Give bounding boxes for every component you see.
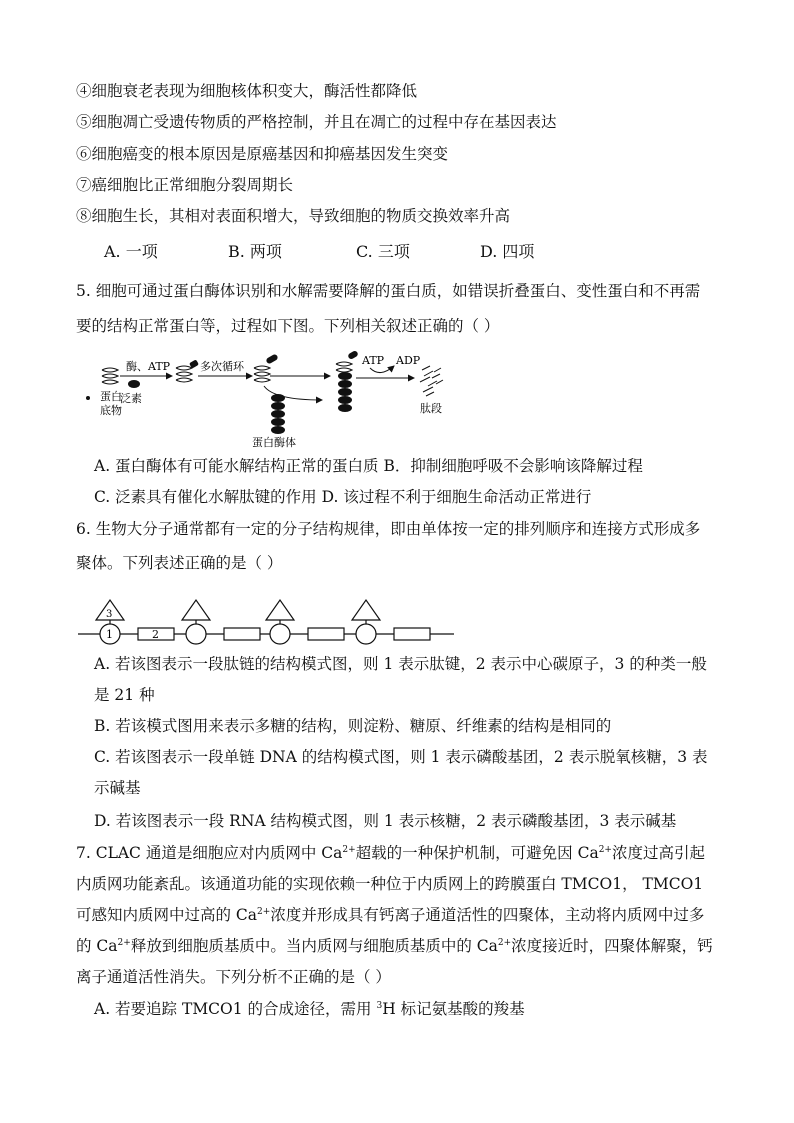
label-atp: ATP [362,354,385,367]
option-c: C. 三项 [356,242,410,261]
q6-option-c-line1: C. 若该图表示一段单链 DNA 的结构模式图，则 1 表示磷酸基团，2 表示脱氧核糖，3 表 [94,748,708,766]
label-ubiquitin: 泛素 [120,392,142,405]
polymer-structure-figure [76,590,456,646]
label-adp: ADP [396,354,421,367]
q6-option-a-line1: A. 若该图表示一段肽链的结构模式图，则 1 表示肽键，2 表示中心碳原子，3 的种类一般 [94,655,707,673]
q5-stem-line1: 5. 细胞可通过蛋白酶体识别和水解需要降解的蛋白质，如错误折叠蛋白、变性蛋白和不再需 [76,282,701,300]
label-proteasome: 蛋白酶体 [252,436,296,448]
q6-option-c-line2: 示碱基 [94,779,141,797]
label-substrate-1: 蛋白 [100,390,122,403]
substrate-coil-icon [102,368,118,384]
proteasome-icon [271,394,285,434]
statement-7: ⑦癌细胞比正常细胞分裂周期长 [76,176,294,194]
q7-stem-line3: 可感知内质网中过高的 $Ca^{2+}$浓度并形成具有钙离子通道活性的四聚体，主动将内质网中过多 [76,906,705,924]
label-2: 2 [152,628,159,641]
q7-stem-line1: 7. CLAC 通道是细胞应对内质网中 $Ca^{2+}$超载的一种保护机制，可避免因 $Ca^{2+}$浓度过高引起 [76,844,705,862]
peptide-fragments-icon [420,366,443,396]
polyubiquitinated-substrate-icon [254,366,270,382]
option-b: B. 两项 [228,242,282,261]
label-3: 3 [106,609,113,620]
q7-stem-line4: 的 $Ca^{2+}$释放到细胞质基质中。当内质网与细胞质基质中的 $Ca^{2+}$浓度接近时，四聚体解聚，钙 [76,937,713,955]
label-1: 1 [106,628,113,641]
q6-stem-line1: 6. 生物大分子通常都有一定的分子结构规律，即由单体按一定的排列顺序和连接方式形成多 [76,520,701,538]
q7-option-a: A. 若要追踪 TMCO1 的合成途径，需用 $^3$H 标记氨基酸的羧基 [94,1000,525,1018]
q5-stem-line2: 要的结构正常蛋白等，过程如下图。下列相关叙述正确的（ ） [76,317,500,335]
q7-stem-line5: 离子通道活性消失。下列分析不正确的是（ ） [76,968,391,986]
tagged-substrate-coil-icon [176,366,192,382]
q7-stem-line2: 内质网功能紊乱。该通道功能的实现依赖一种位于内质网上的跨膜蛋白 TMCO1， TMCO1 [76,875,704,893]
label-enzyme-atp: 酶、ATP [126,360,171,373]
ubiquitin-icon [128,380,140,388]
q6-option-a-line2: 是 21 种 [94,686,155,704]
substrate-in-proteasome-icon [336,350,359,412]
label-peptides: 肽段 [420,402,442,415]
option-a: A. 一项 [104,242,158,261]
answer-options-prev [104,241,534,263]
statement-6: ⑥细胞癌变的根本原因是原癌基因和抑癌基因发生突变 [76,145,449,163]
statement-5: ⑤细胞凋亡受遗传物质的严格控制，并且在凋亡的过程中存在基因表达 [76,113,557,131]
label-cycles: 多次循环 [200,360,244,373]
proteasome-degradation-figure [80,350,460,448]
q5-options-cd: C. 泛素具有催化水解肽键的作用 D. 该过程不利于细胞生命活动正常进行 [94,488,592,506]
label-substrate-2: 底物 [100,404,122,417]
q5-options-ab: A. 蛋白酶体有可能水解结构正常的蛋白质 B．抑制细胞呼吸不会影响该降解过程 [94,457,643,475]
q6-option-b: B. 若该模式图用来表示多糖的结构，则淀粉、糖原、纤维素的结构是相同的 [94,717,612,735]
q6-stem-line2: 聚体。下列表述正确的是（ ） [76,554,283,572]
option-d: D. 四项 [480,242,535,261]
statement-4: ④细胞衰老表现为细胞核体积变大，酶活性都降低 [76,82,418,100]
q6-option-d: D. 若该图表示一段 RNA 结构模式图，则 1 表示核糖，2 表示磷酸基团，3 表示碱基 [94,812,677,830]
statement-8: ⑧细胞生长，其相对表面积增大，导致细胞的物质交换效率升高 [76,207,511,225]
